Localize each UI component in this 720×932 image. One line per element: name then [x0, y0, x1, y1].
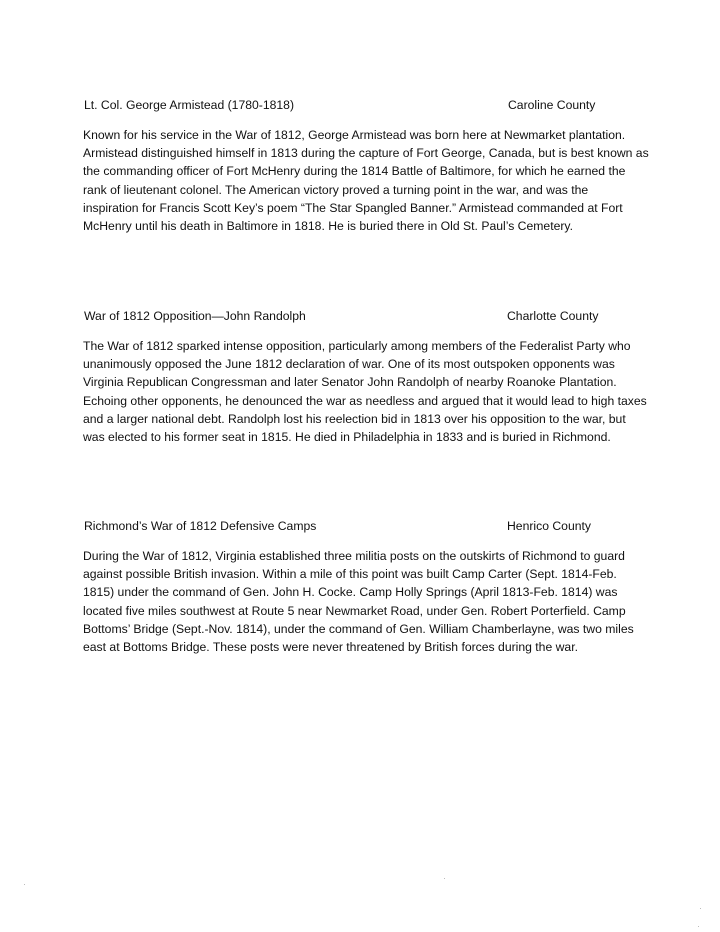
body-line: was elected to his former seat in 1815. He died in Philadelphia in 1833 and is buried in Richmond.	[83, 430, 611, 445]
entry-title: War of 1812 Opposition—John Randolph	[84, 309, 306, 323]
body-line: 1815) under the command of Gen. John H. Cocke. Camp Holly Springs (April 1813-Feb. 1814) was	[83, 585, 618, 600]
entry-body	[83, 337, 647, 446]
marker-entry-richmond-camps	[83, 516, 643, 656]
body-line: McHenry until his death in Baltimore in 1818. He is buried there in Old St. Paul’s Cemetery.	[83, 219, 573, 234]
entry-county: Caroline County	[508, 98, 596, 112]
entry-title: Richmond’s War of 1812 Defensive Camps	[84, 519, 317, 533]
marker-entry-armistead	[83, 95, 649, 235]
body-line: against possible British invasion. Within a mile of this point was built Camp Carter (Sept. 1814-Feb.	[83, 567, 617, 582]
scan-speck	[700, 908, 701, 909]
entry-header	[83, 516, 643, 536]
entry-body	[83, 126, 649, 235]
scan-speck	[698, 926, 699, 927]
body-line: The War of 1812 sparked intense opposition, particularly among members of the Federalist Party who	[83, 339, 631, 353]
body-line: located five miles southwest at Route 5 near Newmarket Road, under Gen. Robert Porterfield. Camp	[83, 603, 626, 618]
scan-speck	[24, 884, 25, 885]
marker-entry-randolph	[83, 306, 647, 446]
body-line: Known for his service in the War of 1812, George Armistead was born here at Newmarket plantation.	[83, 128, 626, 142]
body-line: rank of lieutenant colonel. The American victory proved a turning point in the war, and was the	[83, 182, 589, 197]
body-line: Bottoms’ Bridge (Sept.-Nov. 1814), under the command of Gen. William Chamberlayne, was two miles	[83, 621, 634, 636]
entry-county: Henrico County	[507, 519, 591, 533]
entry-body	[83, 547, 643, 656]
entry-county: Charlotte County	[507, 309, 599, 323]
scan-speck	[444, 878, 445, 879]
body-line: Armistead distinguished himself in 1813 during the capture of Fort George, Canada, but is best known as	[83, 146, 649, 161]
body-line: the commanding officer of Fort McHenry during the 1814 Battle of Baltimore, for which he earned the	[83, 164, 626, 179]
body-line: Virginia Republican Congressman and later Senator John Randolph of nearby Roanoke Plantation.	[83, 375, 617, 390]
entry-header	[83, 306, 643, 326]
body-line: unanimously opposed the June 1812 declaration of war. One of its most outspoken opponents was	[83, 357, 615, 372]
body-line: and a larger national debt. Randolph lost his reelection bid in 1813 over his opposition to the war, but	[83, 411, 626, 426]
body-line: Echoing other opponents, he denounced the war as needless and argued that it would lead to high taxes	[83, 393, 647, 408]
entry-header	[83, 95, 643, 115]
body-line: inspiration for Francis Scott Key’s poem “The Star Spangled Banner.” Armistead commanded at Fort	[83, 200, 623, 215]
entry-title: Lt. Col. George Armistead (1780-1818)	[84, 98, 295, 112]
body-line: east at Bottoms Bridge. These posts were never threatened by British forces during the war.	[83, 640, 578, 655]
body-line: During the War of 1812, Virginia established three militia posts on the outskirts of Richmond to guard	[83, 549, 625, 563]
